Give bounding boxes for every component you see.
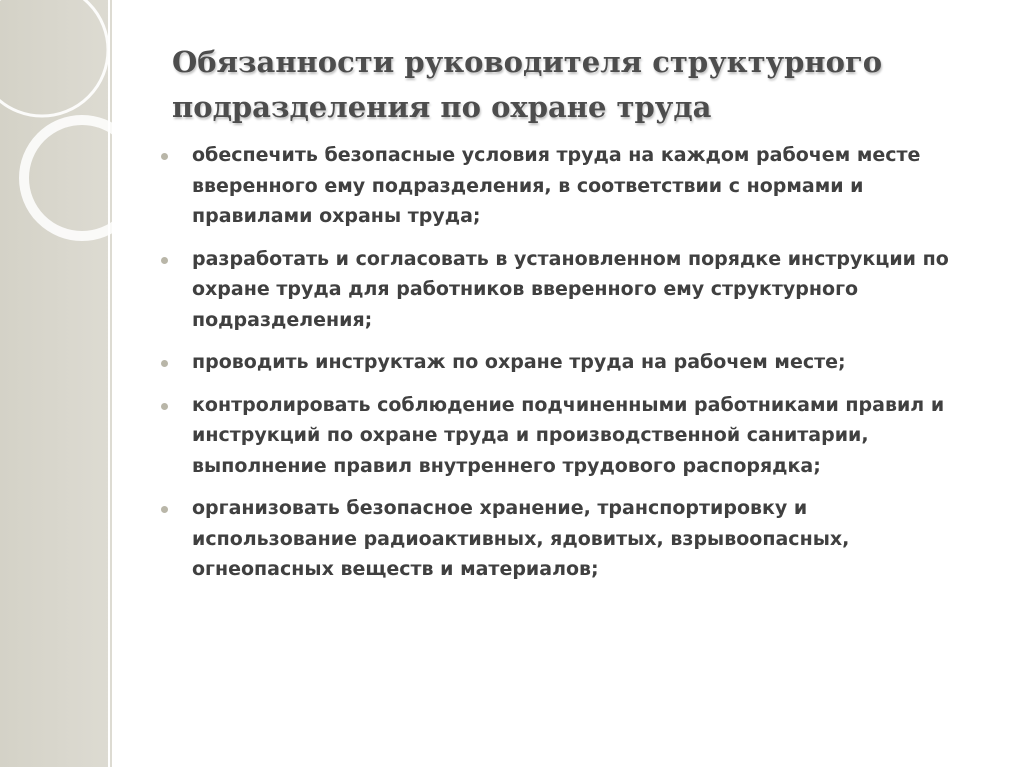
list-item [158, 493, 958, 585]
decorative-circles [0, 0, 160, 300]
list-item [158, 140, 958, 232]
bullet-list [158, 140, 958, 597]
bullet-dot-icon [161, 360, 168, 367]
bullet-dot-icon [161, 153, 168, 160]
list-item [158, 347, 958, 378]
bullet-dot-icon [161, 257, 168, 264]
bullet-dot-icon [161, 403, 168, 410]
list-item-text: проводить инструктаж по охране труда на рабочем месте; [192, 351, 846, 373]
bullet-dot-icon [161, 506, 168, 513]
slide-title: Обязанности руководителя структурного подразделения по охране труда [172, 45, 883, 124]
list-item [158, 390, 958, 482]
list-item [158, 244, 958, 336]
decorative-circle-top [0, 0, 108, 116]
list-item-text: обеспечить безопасные условия труда на каждом рабочем месте вверенного ему подразделения, в соответствии с нормами и правилами охраны труда; [192, 144, 921, 227]
list-item-text: разработать и согласовать в установленном порядке инструкции по охране труда для работников вверенного ему структурного подразделения; [192, 247, 949, 331]
list-item-text: контролировать соблюдение подчиненными работниками правил и инструкций по охране труда и производственной санитарии, выполнение правил внутреннего трудового распорядка; [192, 393, 945, 477]
list-item-text: организовать безопасное хранение, транспортировку и использование радиоактивных, ядовитых, взрывоопасных, огнеопасных веществ и материалов; [192, 497, 850, 580]
decorative-circle-bottom [24, 120, 140, 236]
